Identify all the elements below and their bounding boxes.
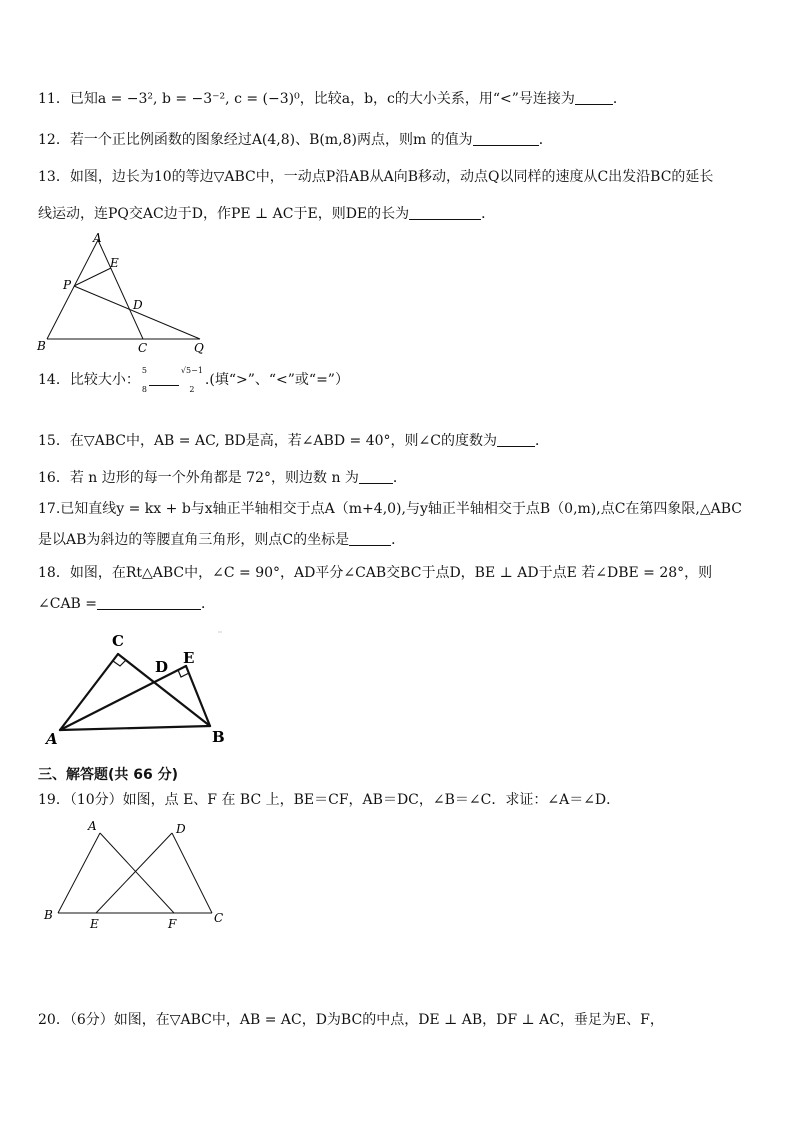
question-16: 16．若 n 边形的每一个外角都是 72°，则边数 n 为 ． (38, 470, 407, 486)
figure-13 (30, 228, 220, 358)
question-12: 12．若一个正比例函数的图象经过A(4,8)、B(m,8)两点，则m 的值为 ． (38, 132, 553, 148)
label-q: Q (194, 341, 204, 355)
figure-19 (38, 815, 238, 935)
segment-ac (98, 240, 143, 339)
question-12-text: 12．若一个正比例函数的图象经过A(4,8)、B(m,8)两点，则m 的值为 (38, 132, 473, 148)
label-c: C (138, 341, 148, 355)
label-e: E (183, 649, 195, 667)
question-11: 11．已知a = −3², b = −3⁻², c = (−3)⁰，比较a，b，c的大小关系，用“<”号连接为 ． (38, 91, 627, 107)
segment-ab (60, 726, 210, 730)
question-14: 14．比较大小： 5 8 √5−1 2 .(填“>”、“<”或“=”） (38, 366, 349, 394)
label-p: P (63, 278, 72, 292)
segment-af (100, 833, 174, 913)
answer-blank[interactable] (359, 469, 393, 484)
answer-blank[interactable] (409, 205, 481, 220)
segment-dc (172, 833, 212, 913)
answer-blank[interactable] (349, 531, 391, 546)
label-d: D (155, 658, 169, 676)
section-heading: 三、解答题(共 66 分) (38, 767, 179, 783)
fraction-right: √5−1 2 (180, 366, 203, 394)
label-e: E (90, 917, 99, 931)
segment-ca (60, 654, 118, 730)
right-angle-mark-c (113, 660, 126, 666)
question-18-line-2: ∠CAB = ． (38, 596, 216, 612)
label-c: C (112, 632, 124, 650)
answer-blank[interactable] (497, 432, 535, 447)
segment-ed (96, 833, 172, 913)
label-b: B (212, 728, 225, 746)
fraction-left: 5 8 (141, 366, 147, 394)
label-a: A (93, 231, 102, 245)
question-17-line-2: 是以AB为斜边的等腰直角三角形，则点C的坐标是 ． (38, 532, 406, 548)
segment-ba (58, 833, 100, 913)
segment-ab (47, 240, 98, 339)
label-f: F (168, 917, 177, 931)
answer-blank[interactable] (149, 379, 179, 386)
label-b: B (44, 908, 53, 922)
label-a: A (88, 819, 97, 833)
answer-blank[interactable] (575, 90, 613, 105)
label-c: C (214, 911, 224, 925)
segment-pq (74, 286, 200, 339)
answer-blank[interactable] (473, 131, 539, 146)
label-d: D (133, 298, 143, 312)
question-11-text: 11．已知a = −3², b = −3⁻², c = (−3)⁰，比较a，b，c的大小关系，用“<”号连接为 (38, 91, 575, 107)
answer-blank[interactable] (97, 595, 201, 610)
question-15: 15．在▽ABC中，AB = AC, BD是高，若∠ABD = 40°，则∠C的度数为 ． (38, 433, 549, 449)
label-d: D (176, 822, 186, 836)
label-e: E (110, 256, 119, 270)
question-17-line-1: 17.已知直线y = kx + b与x轴正半轴相交于点A（m+4,0),与y轴正半轴相交于点B（0,m),点C在第四象限,△ABC (38, 501, 743, 517)
segment-pe (74, 268, 111, 286)
label-b: B (37, 339, 46, 353)
question-13-text: 13．如图，边长为10的等边▽ABC中，一动点P沿AB从A向B移动，动点Q以同样的速度从C出发沿BC的延长 (38, 169, 714, 185)
question-18-line-1: 18．如图，在Rt△ABC中，∠C = 90°，AD平分∠CAB交BC于点D，BE ⊥ AD于点E 若∠DBE = 28°，则 (38, 565, 713, 581)
figure-18 (38, 624, 238, 750)
label-a: A (46, 730, 58, 748)
question-13-line-2: 线运动，连PQ交AC边于D，作PE ⊥ AC于E，则DE的长为 ． (38, 206, 496, 222)
question-13-line-1 (38, 166, 713, 186)
question-19: 19．（10分）如图，点 E、F 在 BC 上，BE＝CF，AB＝DC，∠B＝∠C．求证：∠A＝∠D． (38, 792, 621, 808)
question-20: 20．（6分）如图，在▽ABC中，AB = AC，D为BC的中点，DE ⊥ AB，DF ⊥ AC，垂足为E、F， (38, 1012, 664, 1028)
